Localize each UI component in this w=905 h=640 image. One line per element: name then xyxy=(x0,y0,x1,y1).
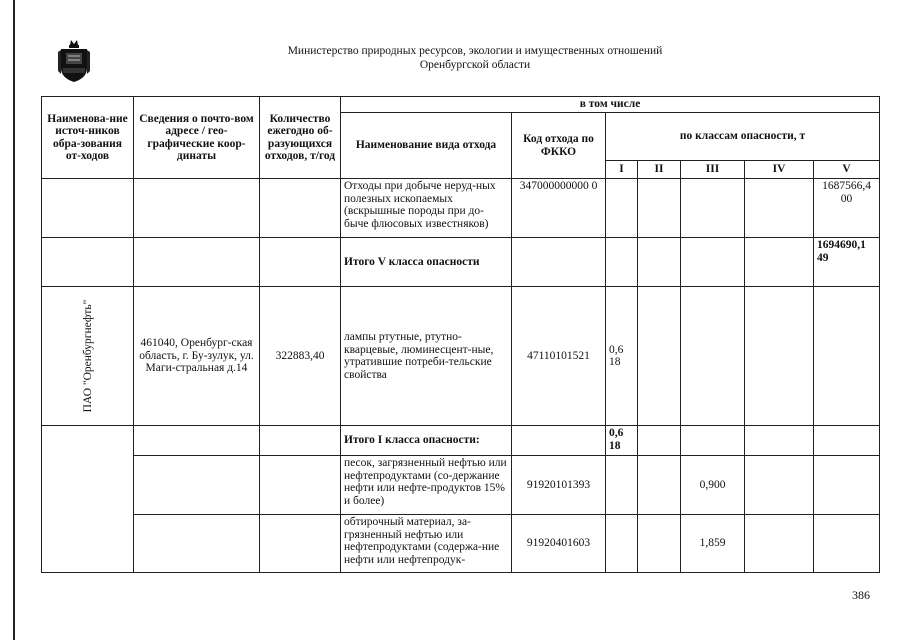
class-i-total-cell: 0,6 18 xyxy=(606,426,638,456)
table-row xyxy=(42,238,880,287)
table-row xyxy=(42,515,880,573)
header-address: Сведения о почто-вом адресе / гео-графические коор-динаты xyxy=(134,97,260,179)
quantity-cell: 322883,40 xyxy=(260,287,341,426)
organization-cell xyxy=(42,287,134,426)
table-row xyxy=(42,456,880,515)
address-cell: 461040, Оренбург-ская область, г. Бу-зулук, ул. Маги-стральная д.14 xyxy=(134,287,260,426)
fkko-code-cell: 91920401603 xyxy=(512,515,606,573)
header-class-v: V xyxy=(814,161,880,179)
fkko-code-cell: 347000000000 0 xyxy=(512,179,606,238)
waste-name-cell: песок, загрязненный нефтью или нефтепродуктами (со-держание нефти или нефте-продуктов 15% и более) xyxy=(341,456,512,515)
class-i-cell: 0,6 18 xyxy=(606,287,638,426)
class-iii-cell: 1,859 xyxy=(681,515,745,573)
organization-name: ПАО "Оренбургнефть" xyxy=(81,299,94,413)
class-v-cell: 1687566,4 00 xyxy=(814,179,880,238)
header-class-ii: II xyxy=(638,161,681,179)
waste-name-cell: Отходы при добыче неруд-ных полезных ископаемых (вскрышные породы при до-быче флюсовых известняков) xyxy=(341,179,512,238)
header-class-i: I xyxy=(606,161,638,179)
header-class-iv: IV xyxy=(745,161,814,179)
ministry-name-line: Министерство природных ресурсов, экологии и имущественных отношений xyxy=(287,45,663,57)
subtotal-label-cell: Итого I класса опасности: xyxy=(341,426,512,456)
table-row xyxy=(42,179,880,238)
header-class-iii: III xyxy=(681,161,745,179)
waste-name-cell: обтирочный материал, за-грязненный нефтью или нефтепродуктами (содержа-ние нефти или нефтепродук- xyxy=(341,515,512,573)
waste-name-cell: лампы ртутные, ртутно-кварцевые, люминесцент-ные, утратившие потреби-тельские свойства xyxy=(341,287,512,426)
table-row xyxy=(42,287,880,426)
region-name-line: Оренбургской области xyxy=(419,59,531,71)
header-including: в том числе xyxy=(341,97,880,113)
table-row xyxy=(42,426,880,456)
class-iii-cell: 0,900 xyxy=(681,456,745,515)
waste-sources-table xyxy=(41,96,880,573)
fkko-code-cell: 47110101521 xyxy=(512,287,606,426)
header-quantity: Количество ежегодно об-разующихся отходов, т/год xyxy=(260,97,341,179)
binding-edge-line xyxy=(13,0,15,640)
subtotal-label-cell: Итого V класса опасности xyxy=(341,238,512,287)
document-header xyxy=(200,44,750,72)
header-waste-name: Наименование вида отхода xyxy=(341,113,512,179)
coat-of-arms-icon xyxy=(57,38,91,84)
page-number: 386 xyxy=(852,588,870,602)
header-fkko-code: Код отхода по ФККО xyxy=(512,113,606,179)
fkko-code-cell: 91920101393 xyxy=(512,456,606,515)
class-v-total-cell: 1694690,1 49 xyxy=(814,238,880,287)
header-hazard-classes: по классам опасности, т xyxy=(606,113,880,161)
header-source-name: Наименова-ние источ-ников обра-зования от-ходов xyxy=(42,97,134,179)
